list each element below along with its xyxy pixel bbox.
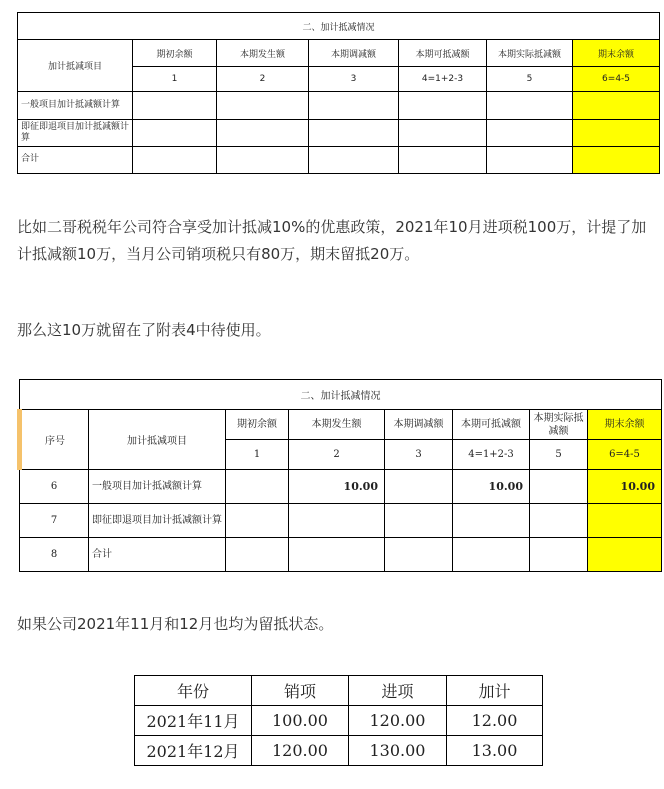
- column-header: 期末余额: [573, 40, 660, 67]
- seq-header: 序号: [20, 410, 89, 470]
- column-header: 销项: [252, 676, 349, 706]
- column-header: 进项: [349, 676, 447, 706]
- table-cell: 120.00: [252, 736, 349, 766]
- current-amount-value: 10.00: [289, 470, 385, 504]
- table-cell: 100.00: [252, 706, 349, 736]
- column-number: 1: [226, 440, 289, 470]
- column-header: 本期实际抵减额: [530, 410, 588, 440]
- column-number: 5: [487, 67, 573, 92]
- row-label: 合计: [89, 538, 226, 572]
- table-cell: 120.00: [349, 706, 447, 736]
- row-label: 一般项目加计抵减额计算: [89, 470, 226, 504]
- column-header: 期初余额: [226, 410, 289, 440]
- row-label: 一般项目加计抵减额计算: [18, 92, 133, 119]
- row-label: 即征即退项目加计抵减额计算: [18, 119, 133, 146]
- paragraph-followup: 如果公司2021年11月和12月也均为留抵状态。: [17, 615, 334, 633]
- paragraph-example: 比如二哥税税年公司符合享受加计抵减10%的优惠政策，2021年10月进项税100万，计提了加计抵减额10万，当月公司销项税只有80万，期末留抵20万。: [17, 218, 647, 263]
- deduction-table-1: [17, 12, 660, 174]
- row-seq: 8: [20, 538, 89, 572]
- column-header: 加计: [447, 676, 543, 706]
- column-number: 2: [217, 67, 309, 92]
- table-row: [18, 92, 660, 119]
- table-cell: 2021年11月: [135, 706, 252, 736]
- column-number: 4=1+2-3: [453, 440, 530, 470]
- ending-balance-value: 10.00: [588, 470, 662, 504]
- column-number: 6=4-5: [588, 440, 662, 470]
- deductible-amount-value: 10.00: [453, 470, 530, 504]
- column-header: 本期调减额: [385, 410, 453, 440]
- table-row: [135, 706, 543, 736]
- monthly-summary-table: [134, 675, 543, 766]
- table-title: 二、加计抵减情况: [20, 380, 662, 410]
- column-number: 3: [385, 440, 453, 470]
- table-title: 二、加计抵减情况: [18, 13, 660, 40]
- paragraph-note: 那么这10万就留在了附表4中待使用。: [17, 321, 271, 339]
- table-row: [18, 119, 660, 146]
- column-number: 5: [530, 440, 588, 470]
- table-cell: 2021年12月: [135, 736, 252, 766]
- table-row: [20, 470, 662, 504]
- row-seq: 7: [20, 504, 89, 538]
- table-row: [135, 736, 543, 766]
- table-cell: 130.00: [349, 736, 447, 766]
- row-label: 合计: [18, 146, 133, 173]
- column-number: 4=1+2-3: [399, 67, 487, 92]
- column-number: 1: [133, 67, 217, 92]
- column-header: 本期调减额: [309, 40, 399, 67]
- column-number: 2: [289, 440, 385, 470]
- table-row: [20, 538, 662, 572]
- row-seq: 6: [20, 470, 89, 504]
- column-header: 本期发生额: [217, 40, 309, 67]
- column-header: 本期可抵减额: [399, 40, 487, 67]
- column-header: 期末余额: [588, 410, 662, 440]
- item-header: 加计抵减项目: [18, 40, 133, 92]
- column-header: 本期可抵减额: [453, 410, 530, 440]
- table-row: [20, 504, 662, 538]
- deduction-table-2: [17, 379, 662, 572]
- column-header: 本期发生额: [289, 410, 385, 440]
- column-number: 6=4-5: [573, 67, 660, 92]
- column-number: 3: [309, 67, 399, 92]
- row-label: 即征即退项目加计抵减额计算: [89, 504, 226, 538]
- table-header-row: [135, 676, 543, 706]
- table-cell: 12.00: [447, 706, 543, 736]
- column-header: 本期实际抵减额: [487, 40, 573, 67]
- column-header: 年份: [135, 676, 252, 706]
- table-cell: 13.00: [447, 736, 543, 766]
- table-row: [18, 146, 660, 173]
- column-header: 期初余额: [133, 40, 217, 67]
- item-header: 加计抵减项目: [89, 410, 226, 470]
